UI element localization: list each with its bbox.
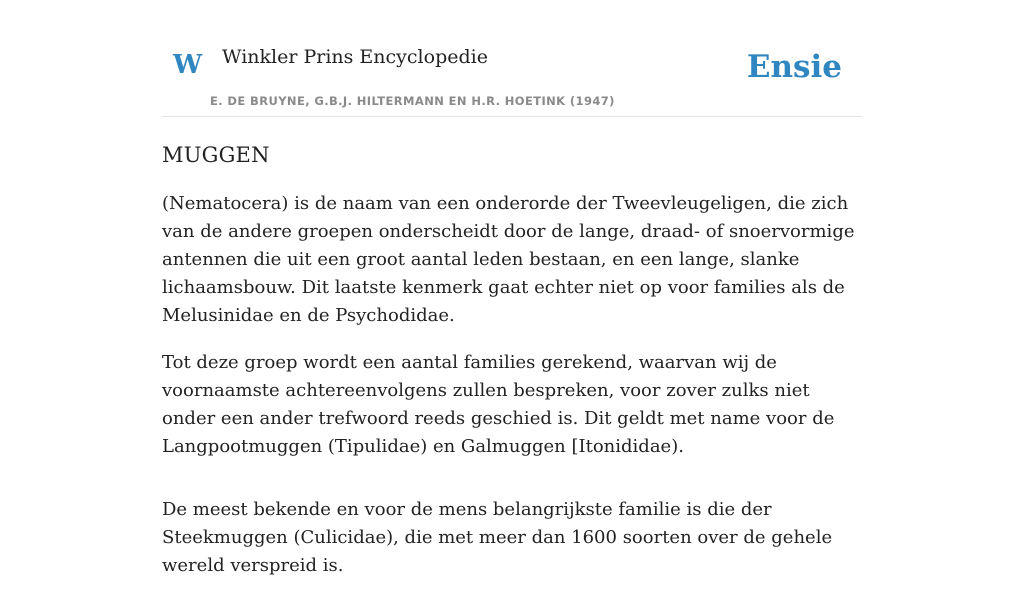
- article: [162, 140, 862, 599]
- article-title: MUGGEN: [162, 143, 270, 167]
- site-header: [162, 0, 862, 117]
- article-paragraph: Tot deze groep wordt een aantal families gerekend, waarvan wij de voornaamste achtereenvolgens zullen bespreken, voor zover zulks niet onder een ander trefwoord reeds geschied is. Dit geldt met name voor de Langpootmuggen (Tipulidae) en Galmuggen [Itonididae).: [162, 352, 835, 457]
- article-paragraph: (Nematocera) is de naam van een onderorde der Tweevleugeligen, die zich van de andere groepen onderscheidt door de lange, draad- of snoervormige antennen die uit een groot aantal leden bestaan, en een lange, slanke lichaamsbouw. Dit laatste kenmerk gaat echter niet op voor families als de Melusinidae en de Psychodidae.: [162, 193, 855, 326]
- brand-logo[interactable]: Ensie: [746, 49, 842, 85]
- work-logo[interactable]: W: [173, 50, 203, 80]
- work-authors: E. DE BRUYNE, G.B.J. HILTERMANN EN H.R. HOETINK (1947): [210, 94, 615, 108]
- work-title[interactable]: Winkler Prins Encyclopedie: [222, 46, 488, 68]
- article-paragraph: De meest bekende en voor de mens belangrijkste familie is die der Steekmuggen (Culicidae), die met meer dan 1600 soorten over de gehele wereld verspreid is.: [162, 499, 833, 576]
